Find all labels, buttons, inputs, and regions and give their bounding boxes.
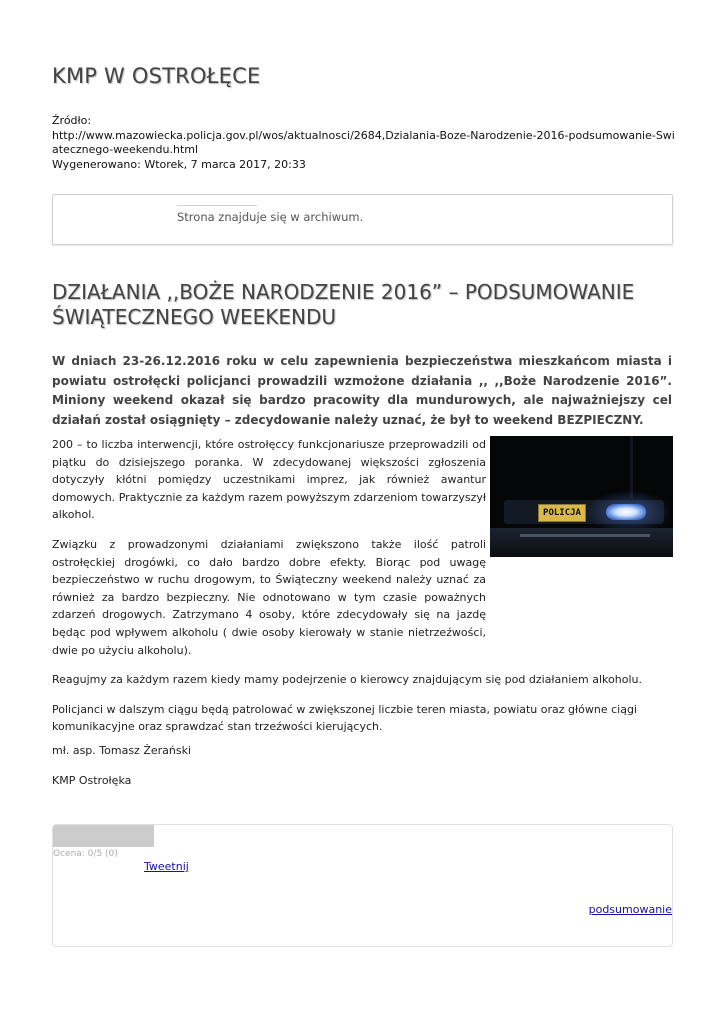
archive-notice: Strona znajduje się w archiwum. <box>177 210 364 224</box>
article-paragraph: 200 – to liczba interwencji, które ostrołęccy funkcjonariusze przeprowadzili od piątku do dzisiejszego poranka. W zdecydowanej większości zgłoszenia dotyczyły kłótni pomiędzy uczestnikami imprez, jak również awantur domowych. Praktycznie za każdym razem powyższym zdarzeniom towarzyszył alkohol. <box>52 438 486 522</box>
rating-text: Ocena: 0/5 (0) <box>53 849 118 859</box>
article-body <box>52 436 672 748</box>
source-url: http://www.mazowiecka.policja.gov.pl/wos/aktualnosci/2684,Dzialania-Boze-Narodzenie-2016-podsumowanie-Swiatecznego-weekendu.html <box>52 128 675 157</box>
article-paragraph: Policjanci w dalszym ciągu będą patrolować w zwiększonej liczbie teren miasta, powiatu oraz główne ciągi komunikacyjne oraz sprawdzać stan trzeźwości kierujących. <box>52 702 637 734</box>
article-paragraph: Związku z prowadzonymi działaniami zwiększono także ilość patroli ostrołęckiej drogówki, co dało bardzo dobre efekty. Biorąc pod uwagę bezpieczeństwo w ruchu drogowym, to Świąteczny weekend należy uznać za również za bardzo bezpieczny. Nie odnotowano w tym czasie poważnych zdarzeń drogowych. Zatrzymano 4 osoby, które zdecydowały się na jazdę będąc pod wpływem alkoholu ( dwie osoby kierowały w stanie nietrzeźwości, dwie po użyciu alkoholu). <box>52 537 486 657</box>
article-title: DZIAŁANIA ,,BOŻE NARODZENIE 2016” – PODSUMOWANIE ŚWIĄTECZNEGO WEEKENDU <box>52 280 635 329</box>
divider <box>177 205 257 206</box>
tweet-link[interactable]: Tweetnij <box>144 860 189 873</box>
police-sign: POLICJA <box>538 504 586 522</box>
tag-link[interactable]: podsumowanie <box>588 903 672 916</box>
archive-notice-box <box>52 194 673 245</box>
site-title: KMP W OSTROŁĘCE <box>52 64 261 88</box>
article-lead: W dniach 23-26.12.2016 roku w celu zapewnienia bezpieczeństwa mieszkańcom miasta i powiatu ostrołęcki policjanci prowadzili wzmożone działania ,, ,,Boże Narodzenie 2016”. Miniony weekend okazał się bardzo pracowity dla mundurowych, ale najważniejszy cel działań został osiągnięty – zdecydowanie należy uznać, że był to weekend BEZPIECZNY. <box>52 354 672 427</box>
document-meta <box>52 114 677 172</box>
article-author: mł. asp. Tomasz Żerański <box>52 744 192 757</box>
article-paragraph: Reagujmy za każdym razem kiedy mamy podejrzenie o kierowcy znajdującym się pod działaniem alkoholu. <box>52 673 642 687</box>
article-unit: KMP Ostrołęka <box>52 774 132 787</box>
source-label: Źródło: <box>52 114 92 127</box>
article-footer <box>52 824 673 947</box>
rating-stars[interactable] <box>53 825 154 847</box>
generated-date: Wygenerowano: Wtorek, 7 marca 2017, 20:33 <box>52 157 306 171</box>
